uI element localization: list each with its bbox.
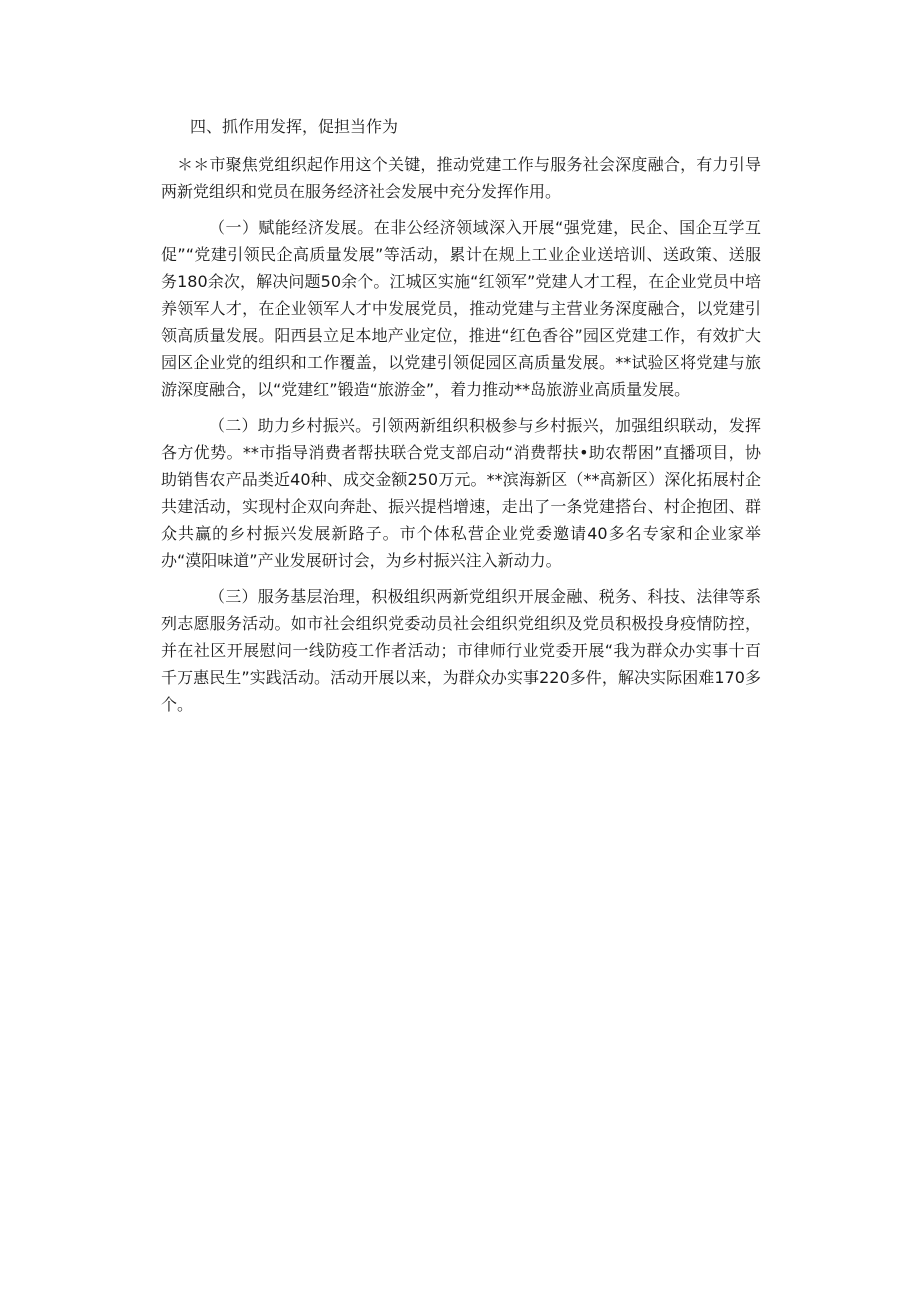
paragraph-economic-development: （一）赋能经济发展。在非公经济领域深入开展“强党建，民企、国企互学互促”“党建引领民企高质量发展”等活动，累计在规上工业企业送培训、送政策、送服务180余次，解决问题50余个。江城区实施“红领军”党建人才工程，在企业党员中培养领军人才，在企业领军人才中发展党员，推动党建与主营业务深度融合，以党建引领高质量发展。阳西县立足本地产业定位，推进“红色香谷”园区党建工作，有效扩大园区企业党的组织和工作覆盖，以党建引领促园区高质量发展。**试验区将党建与旅游深度融合，以“党建红”锻造“旅游金”，着力推动**岛旅游业高质量发展。 <box>161 218 761 399</box>
section-heading: 四、抓作用发挥，促担当作为 <box>190 117 399 136</box>
intro-paragraph: ＊＊市聚焦党组织起作用这个关键，推动党建工作与服务社会深度融合，有力引导两新党组织和党员在服务经济社会发展中充分发挥作用。 <box>161 155 761 201</box>
document-body <box>161 113 761 727</box>
paragraph-grassroots-governance: （三）服务基层治理，积极组织两新党组织开展金融、税务、科技、法律等系列志愿服务活动。如市社会组织党委动员社会组织党组织及党员积极投身疫情防控，并在社区开展慰问一线防疫工作者活动；市律师行业党委开展“我为群众办实事十百千万惠民生”实践活动。活动开展以来，为群众办实事220多件，解决实际困难170多个。 <box>161 587 761 714</box>
paragraph-rural-revitalization: （二）助力乡村振兴。引领两新组织积极参与乡村振兴，加强组织联动，发挥各方优势。**市指导消费者帮扶联合党支部启动“消费帮扶•助农帮困”直播项目，协助销售农产品类近40种、成交金额250万元。**滨海新区（**高新区）深化拓展村企共建活动，实现村企双向奔赴、振兴提档增速，走出了一条党建搭台、村企抱团、群众共赢的乡村振兴发展新路子。市个体私营企业党委邀请40多名专家和企业家举办“漠阳味道”产业发展研讨会，为乡村振兴注入新动力。 <box>161 416 761 570</box>
